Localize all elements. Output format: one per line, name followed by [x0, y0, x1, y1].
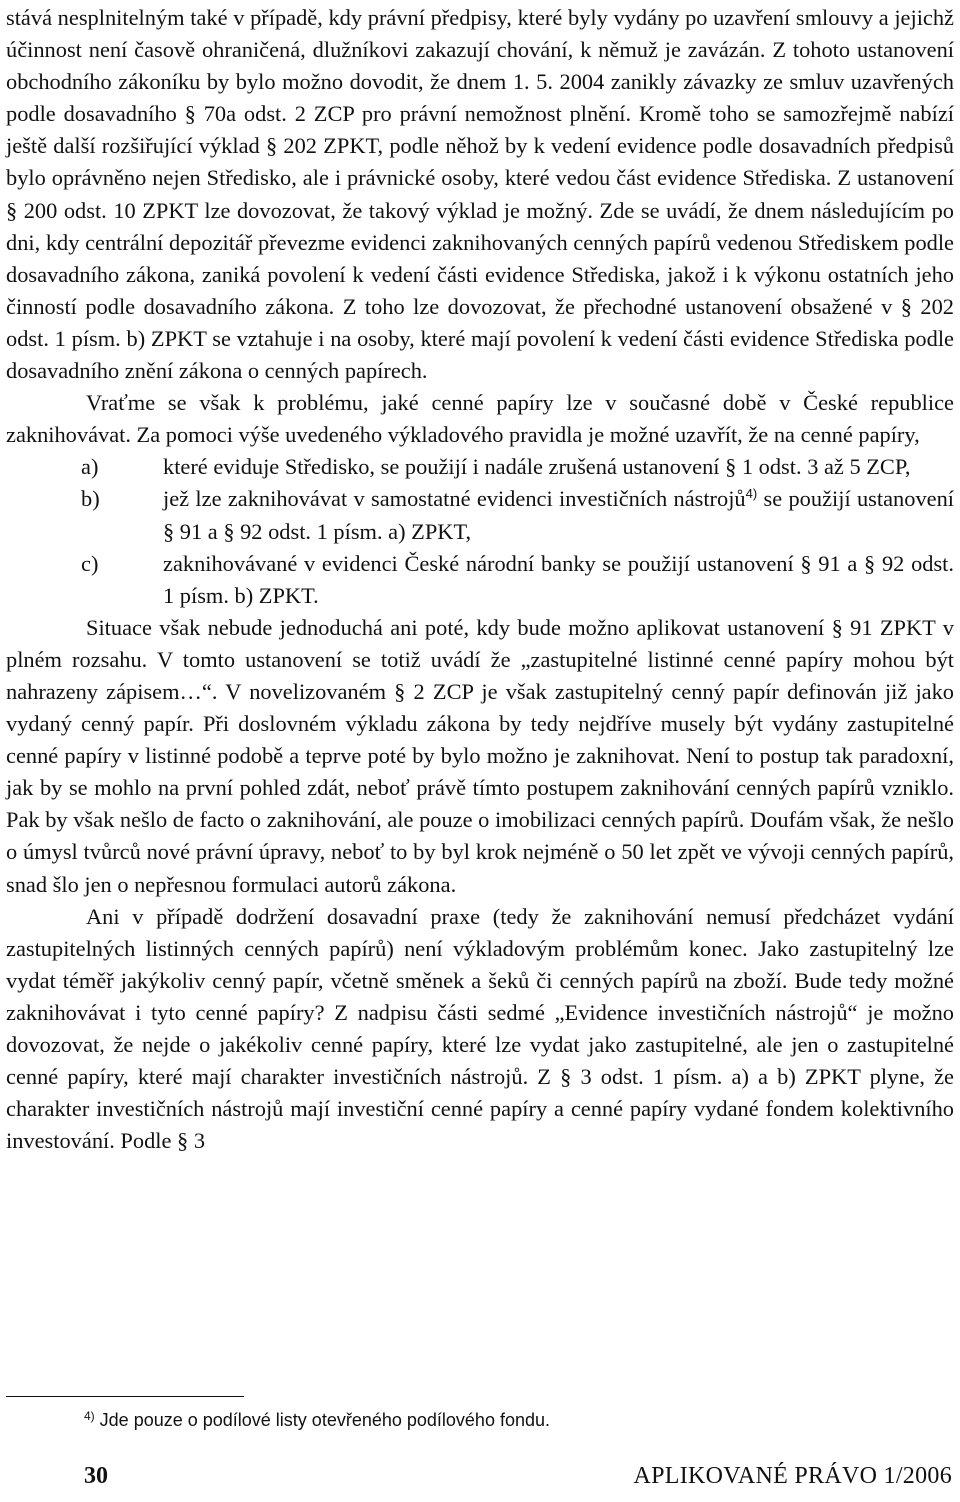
- list-label: b): [81, 486, 100, 512]
- paragraph-3: Situace však nebude jednoduchá ani poté, kdy bude možno aplikovat ustanovení § 91 ZPKT v plném rozsahu. V tomto ustanovení se totiž uvádí že „zastupitelné listinné cenné papíry mohou být nahrazeny zápisem…“. V novelizovaném § 2 ZCP je však zastupitelný cenný papír definován již jako vydaný cenný papír. Při doslovném výkladu zákona by tedy nejdříve musely být vydány zastupitelné cenné papíry v listinné podobě a teprve poté by bylo možno je zaknihovat. Není to postup tak paradoxní, jak by se mohlo na první pohled zdát, neboť právě tímto postupem zaknihování cenných papírů vzniklo. Pak by však nešlo de facto o zaknihování, ale pouze o imobilizaci cenných papírů. Doufám však, že nešlo o úmysl tvůrců nové právní úpravy, neboť to by byl krok nejméně o 50 let zpět ve vývoji cenných papírů, snad šlo jen o nepřesnou formulaci autorů zákona.: [6, 614, 954, 897]
- list-item-b: [6, 483, 954, 547]
- journal-name: APLIKOVANÉ PRÁVO 1/2006: [633, 1463, 952, 1489]
- paragraph-1: stává nesplnitelným také v případě, kdy právní předpisy, které byly vydány po uzavření smlouvy a jejichž účinnost není časově ohraničená, dlužníkovi zakazují chování, k němuž je zavázán. Z tohoto ustanovení obchodního zákoníku by bylo možno dovodit, že dnem 1. 5. 2004 zanikly závazky ze smluv uzavřených podle dosavadního § 70a odst. 2 ZCP pro právní nemožnost plnění. Kromě toho se samozřejmě nabízí ještě další rozšiřující výklad § 202 ZPKT, podle něhož by k vedení evidence podle dosavadních předpisů bylo oprávněno nejen Středisko, ale i právnické osoby, které vedou část evidence Střediska. Z ustanovení § 200 odst. 10 ZPKT lze dovozovat, že takový výklad je možný. Zde se uvádí, že dnem následujícím po dni, kdy centrální depozitář převezme evidenci zaknihovaných cenných papírů vedenou Střediskem podle dosavadního zákona, zaniká povolení k vedení části evidence Střediska, jakož i k výkonu ostatních jeho činností podle dosavadního zákona. Z toho lze dovozovat, že přechodné ustanovení obsažené v § 202 odst. 1 písm. b) ZPKT se vztahuje i na osoby, které mají povolení k vedení části evidence Střediska podle dosavadního znění zákona o cenných papírech.: [6, 5, 954, 384]
- paragraph-4: Ani v případě dodržení dosavadní praxe (tedy že zaknihování nemusí předcházet vydání zastupitelných listinných cenných papírů) není výkladovým problémům konec. Jako zastupitelný lze vydat téměř jakýkoliv cenný papír, včetně směnek a šeků či cenných papírů na zboží. Bude tedy možné zaknihovávat i tyto cenné papíry? Z nadpisu části sedmé „Evidence investičních nástrojů“ je možno dovozovat, že nejde o jakékoliv cenné papíry, které lze vydat jako zastupitelné, ale jen o zastupitelné cenné papíry, které mají charakter investičních nástrojů. Z § 3 odst. 1 písm. a) a b) ZPKT plyne, že charakter investičních nástrojů mají investiční cenné papíry a cenné papíry vydané fondem kolektivního investování. Podle § 3: [6, 903, 954, 1154]
- footnote: [84, 1408, 944, 1432]
- footnote-divider: [6, 1396, 244, 1397]
- list-label: a): [81, 454, 99, 480]
- footnote-marker: 4): [84, 1409, 95, 1423]
- list-item-c: [6, 548, 954, 612]
- footnote-text: Jde pouze o podílové listy otevřeného podílového fondu.: [94, 1410, 550, 1430]
- footnote-reference[interactable]: 4): [745, 486, 758, 502]
- list-text: jež lze zaknihovávat v samostatné evidenci investičních nástrojů$^{4)}$ se použijí ustanovení § 91 a § 92 odst. 1 písm. a) ZPKT,: [163, 486, 954, 544]
- list-item-a: [6, 451, 954, 483]
- list-text: zaknihovávané v evidenci České národní banky se použijí ustanovení § 91 a § 92 odst. 1 písm. b) ZPKT.: [163, 550, 954, 608]
- paragraph-2: Vraťme se však k problému, jaké cenné papíry lze v současné době v České republice zaknihovávat. Za pomoci výše uvedeného výkladového pravidla je možné uzavřít, že na cenné papíry,: [6, 390, 954, 448]
- article-body: [6, 2, 954, 1157]
- list-label: c): [81, 550, 99, 576]
- enumerated-list: [6, 451, 954, 611]
- page-number: 30: [84, 1463, 108, 1489]
- list-text: které eviduje Středisko, se použijí i nadále zrušená ustanovení § 1 odst. 3 až 5 ZCP,: [163, 454, 911, 480]
